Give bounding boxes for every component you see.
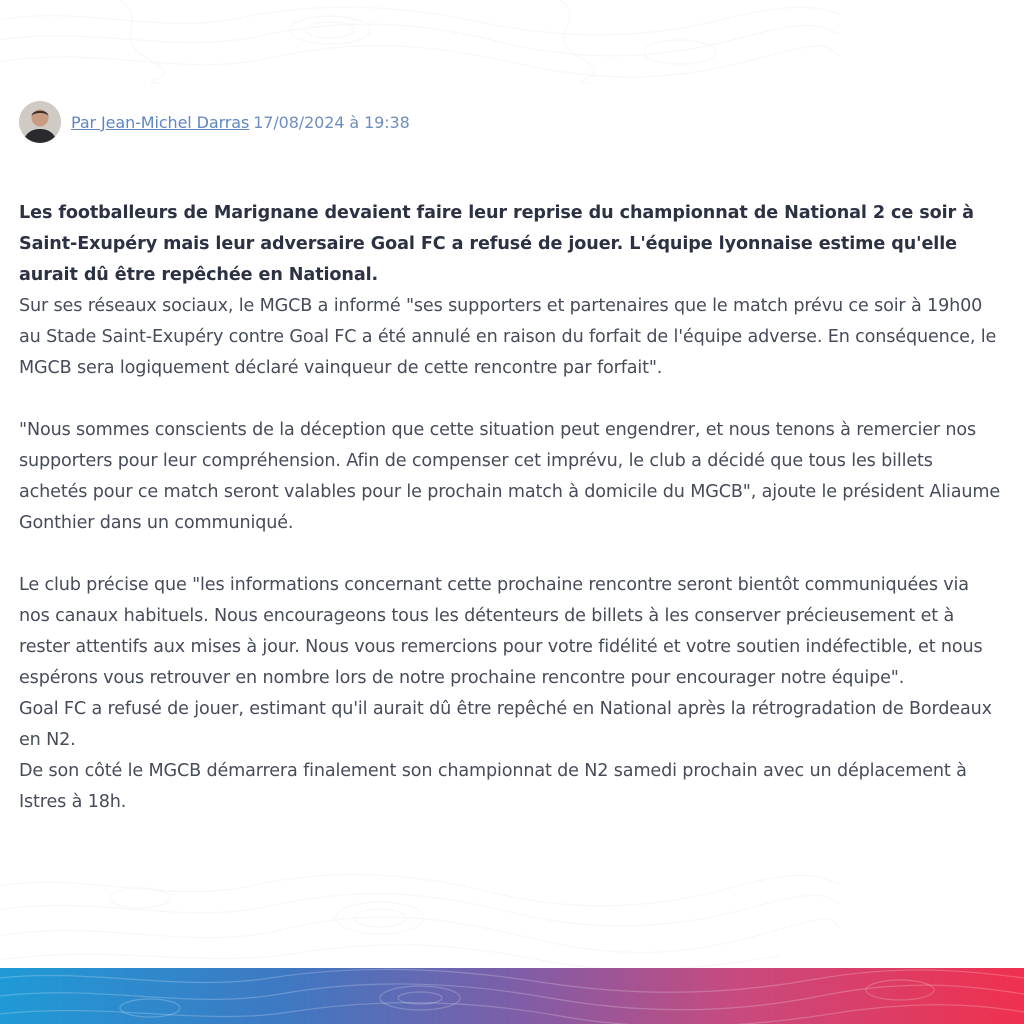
bottom-gradient-band — [0, 968, 1024, 1024]
article-paragraph: Le club précise que "les informations concernant cette prochaine rencontre seront bientôt communiquées via nos canaux habituels. Nous encourageons tous les détenteurs de billets à les conserver précieusement et à rester attentifs aux mises à jour. Nous vous remercions pour votre fidélité et votre soutien indéfectible, et nous espérons vous retrouver en nombre lors de notre prochaine rencontre pour encourager notre équipe". — [19, 575, 983, 688]
paragraph-spacer — [19, 539, 1004, 570]
article-lead: Les footballeurs de Marignane devaient faire leur reprise du championnat de National 2 ce soir à Saint-Exupéry mais leur adversaire Goal FC a refusé de jouer. L'équipe lyonnaise estime qu'elle aurait dû être repêchée en National. — [19, 203, 974, 285]
band-topographic-pattern — [0, 968, 1024, 1024]
byline-text — [71, 113, 410, 132]
article — [19, 100, 1004, 818]
article-paragraph: Sur ses réseaux sociaux, le MGCB a informé "ses supporters et partenaires que le match prévu ce soir à 19h00 au Stade Saint-Exupéry contre Goal FC a été annulé en raison du forfait de l'équipe adverse. En conséquence, le MGCB sera logiquement déclaré vainqueur de cette rencontre par forfait". — [19, 296, 997, 378]
article-paragraph: Goal FC a refusé de jouer, estimant qu'il aurait dû être repêché en National après la rétrogradation de Bordeaux en N2. — [19, 699, 992, 750]
topographic-pattern-bottom — [0, 868, 840, 968]
article-body — [19, 291, 1004, 818]
article-paragraph: "Nous sommes conscients de la déception que cette situation peut engendrer, et nous tenons à remercier nos supporters pour leur compréhension. Afin de compenser cet imprévu, le club a décidé que tous les billets achetés pour ce match seront valables pour le prochain match à domicile du MGCB", ajoute le président Aliaume Gonthier dans un communiqué. — [19, 420, 1000, 533]
publish-datetime: 17/08/2024 à 19:38 — [253, 112, 410, 132]
author-link[interactable]: Par Jean-Michel Darras — [71, 112, 250, 132]
byline — [19, 100, 1004, 144]
topographic-pattern-top — [0, 0, 840, 84]
paragraph-spacer — [19, 384, 1004, 415]
article-paragraph: De son côté le MGCB démarrera finalement son championnat de N2 samedi prochain avec un déplacement à Istres à 18h. — [19, 761, 967, 812]
author-avatar[interactable] — [19, 101, 61, 143]
